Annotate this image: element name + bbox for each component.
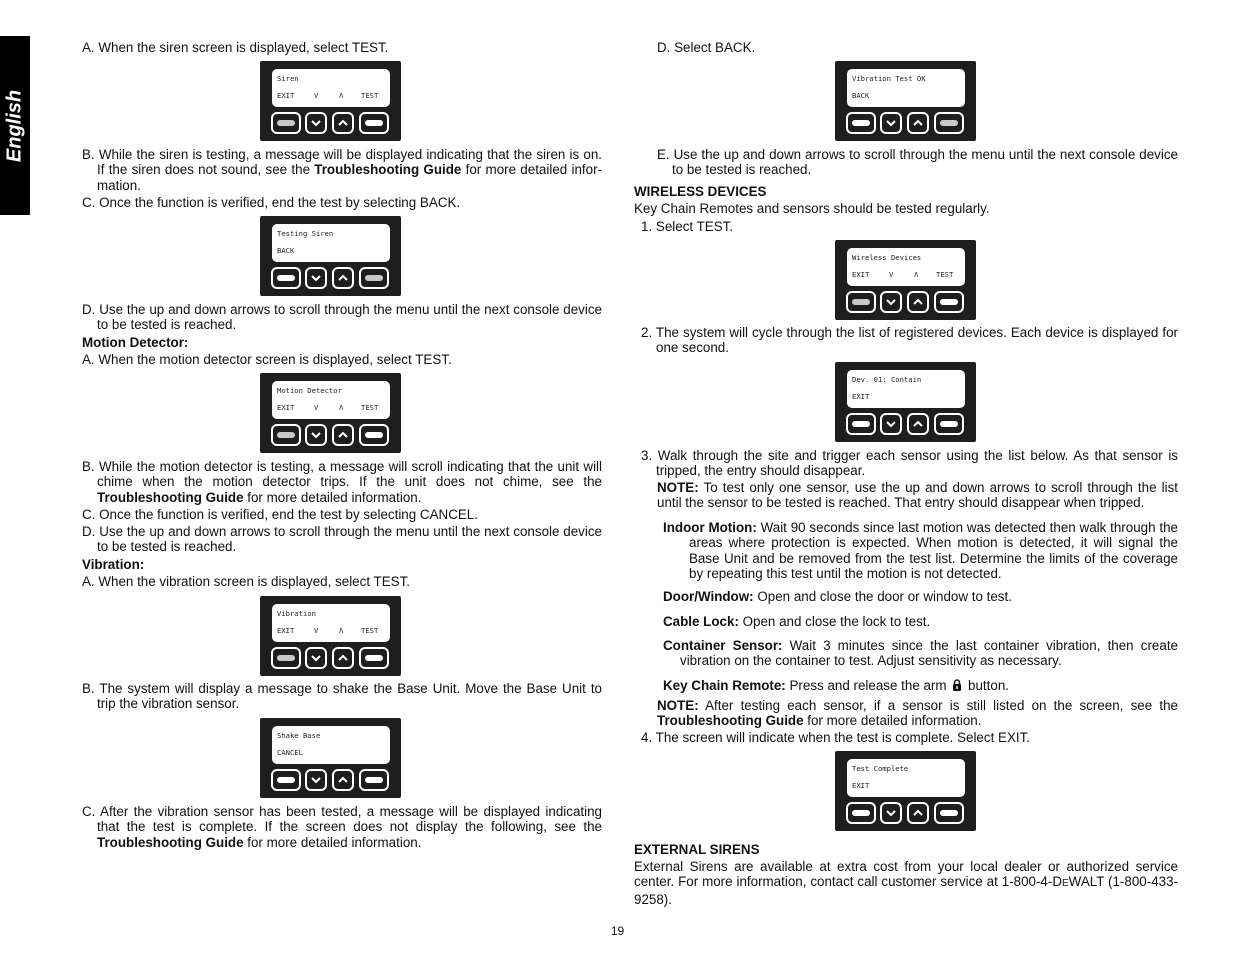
lcd-buttons	[271, 769, 391, 791]
lcd-screen	[847, 69, 965, 107]
lcd-line1: Testing Siren	[277, 229, 334, 238]
vibration-step-b: B. The system will display a message to shake the Base Unit. Move the Base Unit to trip the vibration sensor.	[82, 681, 602, 712]
down-arrow-button	[880, 413, 902, 435]
note-still-listed: NOTE: After testing each sensor, if a sensor is still listed on the screen, see the Troubleshooting Guide for more detailed information.	[657, 698, 1178, 729]
right-soft-button	[934, 291, 964, 313]
up-arrow-button	[907, 413, 929, 435]
vibration-step-e: E. Use the up and down arrows to scroll through the menu until the next console device to be tested is reached.	[657, 147, 1178, 178]
lcd-test: TEST	[936, 270, 954, 279]
motion-step-d: D. Use the up and down arrows to scroll through the menu until the next console device to be tested is reached.	[82, 524, 602, 555]
left-soft-button	[846, 802, 876, 824]
wireless-step-3: 3. Walk through the site and trigger each sensor using the list below. As that sensor is tripped, the entry should disappear.	[641, 448, 1178, 479]
siren-step-c: C. Once the function is verified, end the test by selecting BACK.	[82, 195, 461, 210]
lcd-test-complete	[835, 751, 976, 831]
left-soft-button	[271, 267, 301, 289]
lcd-siren	[260, 61, 401, 141]
lcd-buttons	[271, 112, 391, 134]
siren-step-d: D. Use the up and down arrows to scroll through the menu until the next console device to be tested is reached.	[82, 302, 602, 333]
lcd-wireless	[835, 240, 976, 320]
wireless-step-4: 4. The screen will indicate when the test is complete. Select EXIT.	[641, 730, 1031, 745]
lcd-exit: EXIT	[277, 91, 295, 100]
lcd-down: V	[314, 91, 319, 100]
lcd-vibration	[260, 596, 401, 676]
lcd-back: BACK	[852, 91, 870, 100]
lcd-screen	[272, 224, 390, 262]
vibration-heading: Vibration:	[82, 557, 145, 572]
door-window-item: Door/Window: Open and close the door or window to test.	[663, 589, 1012, 604]
lcd-screen	[847, 759, 965, 797]
lcd-test: TEST	[361, 626, 379, 635]
lcd-exit: EXIT	[277, 403, 295, 412]
lcd-screen	[847, 248, 965, 286]
right-soft-button	[359, 424, 389, 446]
lcd-motion	[260, 373, 401, 453]
up-arrow-button	[332, 267, 354, 289]
wireless-heading: WIRELESS DEVICES	[634, 184, 767, 199]
lock-icon	[952, 679, 962, 694]
lcd-screen	[272, 69, 390, 107]
up-arrow-button	[907, 802, 929, 824]
lcd-buttons	[846, 291, 966, 313]
up-arrow-button	[907, 112, 929, 134]
lcd-back: BACK	[277, 246, 295, 255]
up-arrow-button	[332, 647, 354, 669]
right-soft-button	[934, 112, 964, 134]
key-chain-remote-item: Key Chain Remote: Press and release the arm button.	[663, 678, 1009, 693]
lcd-buttons	[271, 647, 391, 669]
motion-step-c: C. Once the function is verified, end the test by selecting CANCEL.	[82, 507, 478, 522]
wireless-intro: Key Chain Remotes and sensors should be tested regularly.	[634, 201, 990, 216]
lcd-line1: Motion Detector	[277, 386, 342, 395]
wireless-step-1: 1. Select TEST.	[641, 219, 734, 234]
lcd-buttons	[846, 802, 966, 824]
lcd-line1: Wireless Devices	[852, 253, 922, 262]
right-soft-button	[359, 112, 389, 134]
down-arrow-button	[880, 802, 902, 824]
left-soft-button	[271, 647, 301, 669]
lcd-screen	[272, 381, 390, 419]
lcd-up: Λ	[339, 403, 344, 412]
lcd-testing-siren	[260, 216, 401, 296]
lcd-screen	[847, 370, 965, 408]
down-arrow-button	[305, 267, 327, 289]
lcd-down: V	[314, 403, 319, 412]
lcd-screen	[272, 726, 390, 764]
lcd-buttons	[271, 267, 391, 289]
siren-step-b: B. While the siren is testing, a message will be displayed indicating that the siren is on. If the siren does not sound, see the Troubleshooting Guide for more detailed infor-mation.	[82, 147, 602, 193]
lcd-line1: Shake Base	[277, 731, 321, 740]
vibration-step-c: C. After the vibration sensor has been tested, a message will be displayed indicating that the test is complete. If the screen does not display the following, see the Troubleshooting Guide for more detailed information.	[82, 804, 602, 850]
cable-lock-item: Cable Lock: Open and close the lock to test.	[663, 614, 931, 629]
external-sirens-heading: EXTERNAL SIRENS	[634, 842, 760, 857]
lcd-down: V	[314, 626, 319, 635]
right-soft-button	[359, 267, 389, 289]
lcd-buttons	[846, 413, 966, 435]
wireless-step-2: 2. The system will cycle through the list of registered devices. Each device is displayed for one second.	[641, 325, 1178, 356]
right-soft-button	[934, 802, 964, 824]
left-soft-button	[271, 769, 301, 791]
lcd-test: TEST	[361, 91, 379, 100]
lcd-screen	[272, 604, 390, 642]
left-soft-button	[271, 112, 301, 134]
left-soft-button	[846, 112, 876, 134]
lcd-vibration-ok	[835, 61, 976, 141]
lcd-buttons	[846, 112, 966, 134]
up-arrow-button	[907, 291, 929, 313]
language-tab	[0, 36, 30, 215]
container-sensor-item: Container Sensor: Wait 3 minutes since the last container vibration, then create vibration on the container to test. Adjust sensitivity as necessary.	[663, 638, 1178, 669]
down-arrow-button	[305, 112, 327, 134]
lcd-exit: EXIT	[852, 392, 870, 401]
motion-heading: Motion Detector:	[82, 335, 189, 350]
up-arrow-button	[332, 424, 354, 446]
left-soft-button	[846, 291, 876, 313]
down-arrow-button	[305, 424, 327, 446]
external-sirens-text: External Sirens are available at extra cost from your local dealer or authorized service center. For more information, contact call customer service at 1-800-4-DEWALT (1-800-433-9258).	[634, 859, 1178, 907]
lcd-line1: Dev. 01: Contain	[852, 375, 922, 384]
down-arrow-button	[880, 291, 902, 313]
indoor-motion-item: Indoor Motion: Wait 90 seconds since last motion was detected then walk through the areas where protection is expected. When motion is detected, it will signal the Base Unit and be removed from the test list. Determine the limits of the coverage by repeating this test until the motion is not detected.	[663, 520, 1178, 582]
lcd-line1: Siren	[277, 74, 299, 83]
page-number: 19	[610, 924, 625, 938]
down-arrow-button	[880, 112, 902, 134]
up-arrow-button	[332, 769, 354, 791]
down-arrow-button	[305, 647, 327, 669]
lcd-device-01	[835, 362, 976, 442]
up-arrow-button	[332, 112, 354, 134]
lcd-up: Λ	[339, 91, 344, 100]
lcd-buttons	[271, 424, 391, 446]
lcd-cancel: CANCEL	[277, 748, 303, 757]
language-tab-label: English	[3, 89, 26, 162]
lcd-shake-base	[260, 718, 401, 798]
lcd-up: Λ	[339, 626, 344, 635]
right-soft-button	[359, 647, 389, 669]
motion-step-a: A. When the motion detector screen is displayed, select TEST.	[82, 352, 452, 367]
lcd-down: V	[889, 270, 894, 279]
left-soft-button	[846, 413, 876, 435]
lcd-up: Λ	[914, 270, 919, 279]
lcd-line1: Test Complete	[852, 764, 909, 773]
lcd-line1: Vibration	[277, 609, 316, 618]
down-arrow-button	[305, 769, 327, 791]
vibration-step-a: A. When the vibration screen is displayed, select TEST.	[82, 574, 410, 589]
note-single-sensor: NOTE: To test only one sensor, use the up and down arrows to scroll through the list until the sensor to be tested is reached. That entry should disappear when tripped.	[657, 480, 1178, 511]
vibration-step-d: D. Select BACK.	[657, 40, 756, 55]
left-soft-button	[271, 424, 301, 446]
siren-step-a: A. When the siren screen is displayed, select TEST.	[82, 40, 389, 55]
right-soft-button	[934, 413, 964, 435]
lcd-exit: EXIT	[852, 781, 870, 790]
lcd-exit: EXIT	[852, 270, 870, 279]
lcd-exit: EXIT	[277, 626, 295, 635]
motion-step-b: B. While the motion detector is testing, a message will scroll indicating that the unit will chime when the motion detector trips. If the unit does not chime, see the Troubleshooting Guide for more detailed information.	[82, 459, 602, 505]
lcd-line1: Vibration Test OK	[852, 74, 926, 83]
right-soft-button	[359, 769, 389, 791]
lcd-test: TEST	[361, 403, 379, 412]
